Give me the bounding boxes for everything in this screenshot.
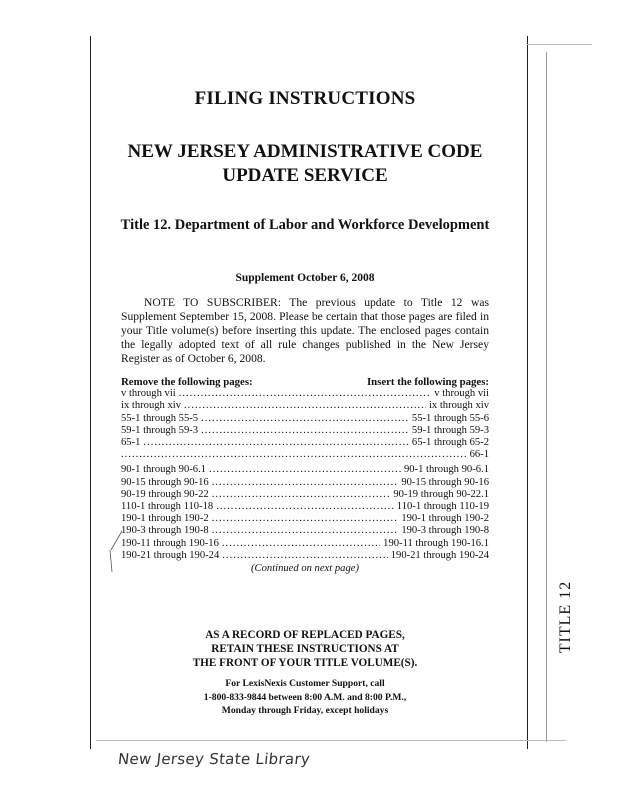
leader-dots <box>222 538 380 550</box>
tab-edge <box>546 52 547 742</box>
supplement-date: Supplement October 6, 2008 <box>235 272 375 284</box>
code-title <box>90 140 520 188</box>
leader-dots <box>216 501 394 513</box>
leader-dots <box>212 489 391 501</box>
insert-pages: 65-1 through 65-2 <box>411 437 489 449</box>
remove-pages: 90-1 through 90-6.1 <box>121 464 207 476</box>
leader-dots <box>212 513 399 525</box>
record-line2: RETAIN THESE INSTRUCTIONS AT <box>211 643 399 655</box>
leader-dots <box>212 477 399 489</box>
continued-note: (Continued on next page) <box>251 563 359 575</box>
remove-pages: 59-1 through 59-3 <box>121 424 199 436</box>
title-tab-label: TITLE 12 <box>557 580 574 654</box>
insert-pages: ix through xiv <box>428 400 489 412</box>
page-title: FILING INSTRUCTIONS <box>194 88 416 109</box>
leader-dots <box>143 437 408 449</box>
table-row <box>121 400 489 412</box>
insert-pages: 59-1 through 59-3 <box>411 424 489 436</box>
insert-pages: 55-1 through 55-6 <box>411 412 489 424</box>
remove-pages: 55-1 through 55-5 <box>121 412 199 424</box>
table-row <box>121 538 489 550</box>
support-line3: Monday through Friday, except holidays <box>221 705 389 716</box>
leader-dots <box>121 449 467 461</box>
table-row <box>121 525 489 537</box>
insert-pages: 110-1 through 110-19 <box>396 501 489 513</box>
right-border <box>527 36 528 749</box>
support-line1: For LexisNexis Customer Support, call <box>225 678 385 689</box>
leader-dots <box>212 525 399 537</box>
leader-dots <box>209 464 401 476</box>
remove-pages: 190-11 through 190-16 <box>121 537 219 549</box>
bottom-rule <box>96 740 566 741</box>
table-row <box>121 550 489 562</box>
insert-pages: v through vii <box>434 388 489 400</box>
leader-dots <box>222 550 387 562</box>
record-line3: THE FRONT OF YOUR TITLE VOLUME(S). <box>192 657 418 669</box>
remove-pages: 110-1 through 110-18 <box>121 501 214 513</box>
remove-header: Remove the following pages: <box>121 376 253 388</box>
table-row <box>121 513 489 525</box>
insert-pages: 190-21 through 190-24 <box>390 549 489 561</box>
table-row <box>121 477 489 489</box>
remove-pages: v through vii <box>121 388 176 400</box>
code-title-line1: NEW JERSEY ADMINISTRATIVE CODE <box>127 141 483 162</box>
support-line2: 1-800-833-9844 between 8:00 A.M. and 8:00 P.M., <box>203 691 407 703</box>
page-replacement-table <box>121 376 489 575</box>
table-row <box>121 489 489 501</box>
remove-pages: 190-21 through 190-24 <box>121 549 220 561</box>
insert-pages: 190-11 through 190-16.1 <box>383 537 489 549</box>
remove-pages: ix through xiv <box>121 400 182 412</box>
table-row <box>121 449 489 461</box>
insert-header: Insert the following pages: <box>366 376 489 388</box>
library-stamp: New Jersey State Library <box>117 750 312 768</box>
insert-pages: 66-1 <box>469 449 489 461</box>
insert-pages: 190-1 through 190-2 <box>401 513 489 525</box>
insert-pages: 90-15 through 90-16 <box>401 476 489 488</box>
leader-dots <box>201 413 409 425</box>
customer-support <box>90 677 520 718</box>
table-row <box>121 388 489 400</box>
record-notice <box>90 628 520 670</box>
record-line1: AS A RECORD OF REPLACED PAGES, <box>205 629 405 641</box>
table-row <box>121 413 489 425</box>
table-row <box>121 501 489 513</box>
leader-dots <box>179 388 432 400</box>
leader-dots <box>184 400 426 412</box>
insert-pages: 90-19 through 90-22.1 <box>393 488 489 500</box>
insert-pages: 190-3 through 190-8 <box>401 525 489 537</box>
insert-pages: 90-1 through 90-6.1 <box>403 464 489 476</box>
table-row <box>121 437 489 449</box>
remove-pages: 190-3 through 190-8 <box>121 525 209 537</box>
remove-pages: 65-1 <box>121 437 141 449</box>
table-row <box>121 425 489 437</box>
subscriber-note: NOTE TO SUBSCRIBER: The previous update to Title 12 was Supplement September 15, 2008. Please be certain that those pages are filed in your Title volume(s) before inserting this update. The enclosed pages contain the legally adopted text of all rule changes published in the New Jersey Register as of October 6, 2008. <box>121 296 489 365</box>
remove-pages: 190-1 through 190-2 <box>121 513 209 525</box>
table-row <box>121 464 489 476</box>
pen-check-mark <box>108 530 124 574</box>
code-title-line2: UPDATE SERVICE <box>222 165 388 186</box>
table-header <box>121 376 489 388</box>
remove-pages: 90-15 through 90-16 <box>121 476 209 488</box>
department-title: Title 12. Department of Labor and Workforce Development <box>120 217 490 233</box>
top-rule <box>527 44 592 45</box>
leader-dots <box>201 425 409 437</box>
remove-pages: 90-19 through 90-22 <box>121 488 209 500</box>
